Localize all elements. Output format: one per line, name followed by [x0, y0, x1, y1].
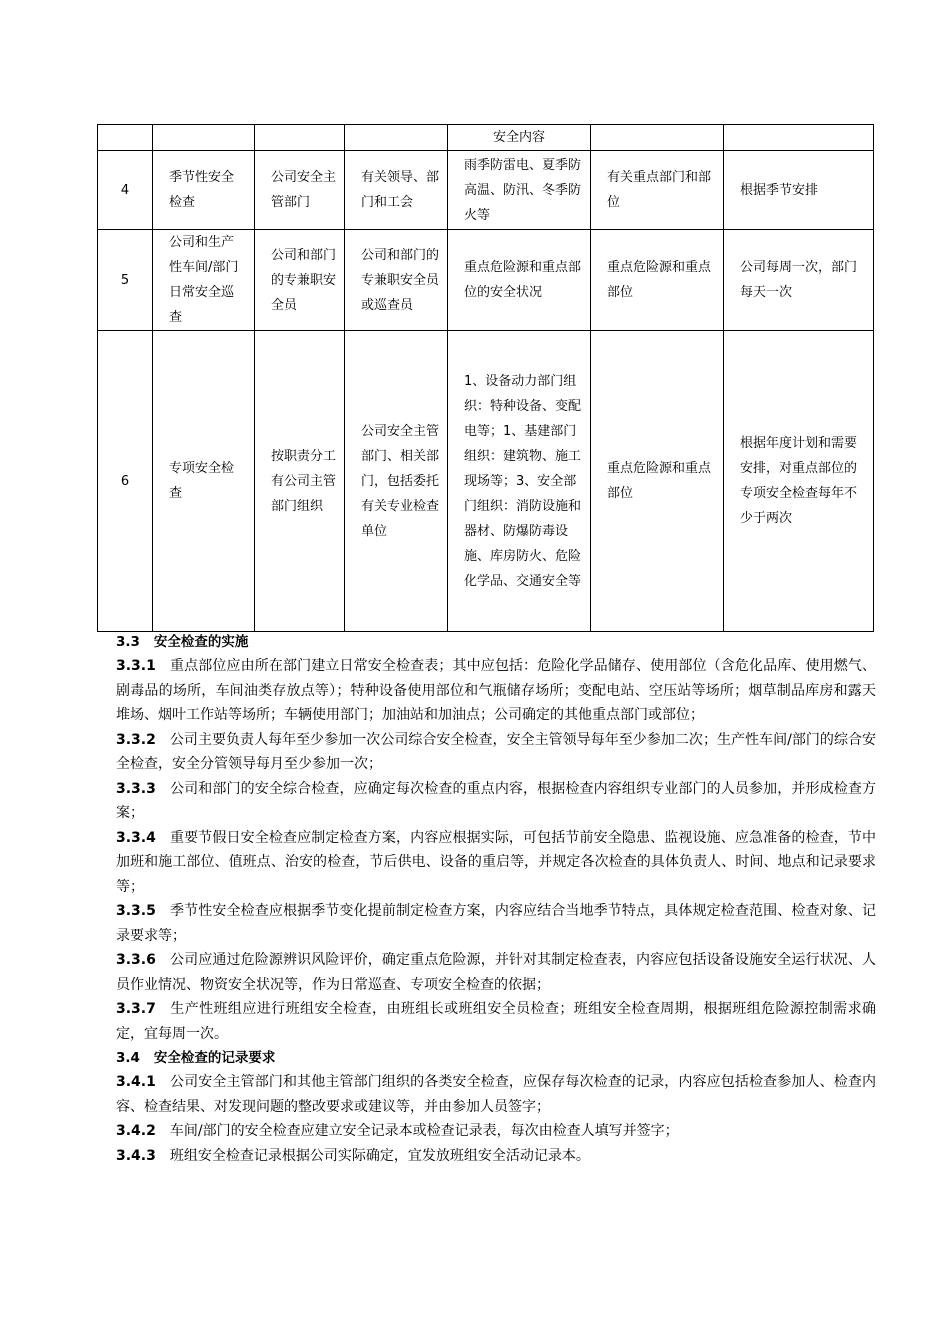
clause: 3.3.6 公司应通过危险源辨识风险评价，确定重点危险源，并针对其制定检查表，内容应包括设备设施安全运行状况、人员作业情况、物资安全状况等，作为日常巡查、专项安全检查的依据；: [116, 952, 876, 993]
frequency: 根据季节安排: [724, 151, 874, 230]
clause: 3.4.1 公司安全主管部门和其他主管部门组织的各类安全检查，应保存每次检查的记录，内容应包括检查参加人、检查内容、检查结果、对发现问题的整改要求或建议等，并由参加人员签字；: [116, 1074, 876, 1115]
inspection-type: 公司和生产性车间/部门日常安全巡查: [153, 230, 255, 331]
clause: 3.4.2 车间/部门的安全检查应建立安全记录本或检查记录表，每次由检查人填写并签字；: [116, 1123, 679, 1139]
clause: 3.3.7 生产性班组应进行班组安全检查，由班组长或班组安全员检查；班组安全检查周期，根据班组危险源控制需求确定，宜每周一次。: [116, 1001, 876, 1042]
participants: 公司和部门的专兼职安全员或巡查员: [345, 230, 448, 331]
inspection-target: 重点危险源和重点部位: [591, 331, 724, 632]
frequency: 根据年度计划和需要安排，对重点部位的专项安全检查每年不少于两次: [724, 331, 874, 632]
row-number: 4: [98, 151, 153, 230]
inspection-content: 重点危险源和重点部位的安全状况: [448, 230, 591, 331]
header-continuation-cell: 安全内容: [448, 125, 591, 151]
inspection-content: 1、设备动力部门组织：特种设备、变配电等；1、基建部门组织：建筑物、施工现场等；3、安全部门组织：消防设施和器材、防爆防毒设施、库房防火、危险化学品、交通安全等: [448, 331, 591, 632]
organizer: 按职责分工有公司主管部门组织: [255, 331, 345, 632]
table-cell: [98, 125, 153, 151]
table-row: [98, 125, 874, 151]
participants: 有关领导、部门和工会: [345, 151, 448, 230]
clause: 3.3.1 重点部位应由所在部门建立日常安全检查表；其中应包括：危险化学品储存、使用部位（含危化品库、使用燃气、剧毒品的场所，车间油类存放点等）；特种设备使用部位和气瓶储存场所；变配电站、空压站等场所；烟草制品库房和露天堆场、烟叶工作站等场所；车辆使用部门；加油站和加油点；公司确定的其他重点部门或部位；: [116, 658, 876, 723]
clause: 3.3.3 公司和部门的安全综合检查，应确定每次检查的重点内容，根据检查内容组织专业部门的人员参加，并形成检查方案；: [116, 780, 876, 821]
inspection-type: 季节性安全检查: [153, 151, 255, 230]
organizer: 公司安全主管部门: [255, 151, 345, 230]
table-cell: [724, 125, 874, 151]
clause: 3.3.5 季节性安全检查应根据季节变化提前制定检查方案，内容应结合当地季节特点，具体规定检查范围、检查对象、记录要求等；: [116, 903, 876, 944]
table-cell: [591, 125, 724, 151]
frequency: 公司每周一次，部门每天一次: [724, 230, 874, 331]
clause: 3.3.4 重要节假日安全检查应制定检查方案，内容应根据实际，可包括节前安全隐患、监视设施、应急准备的检查，节中加班和施工部位、值班点、治安的检查，节后供电、设备的重启等，并规定各次检查的具体负责人、时间、地点和记录要求等；: [116, 829, 876, 895]
clause: 3.3.2 公司主要负责人每年至少参加一次公司综合安全检查，安全主管领导每年至少参加二次；生产性车间/部门的综合安全检查，安全分管领导每月至少参加一次；: [116, 731, 876, 772]
participants: 公司安全主管部门、相关部门，包括委托有关专业检查单位: [345, 331, 448, 632]
section-heading: 3.3 安全检查的实施: [116, 634, 249, 650]
safety-inspection-table: [97, 124, 874, 632]
clause: 3.4.3 班组安全检查记录根据公司实际确定，宜发放班组安全活动记录本。: [116, 1147, 590, 1164]
inspection-target: 重点危险源和重点部位: [591, 230, 724, 331]
inspection-content: 雨季防雷电、夏季防高温、防汛、冬季防火等: [448, 151, 591, 230]
row-number: 6: [98, 331, 153, 632]
organizer: 公司和部门的专兼职安全员: [255, 230, 345, 331]
inspection-target: 有关重点部门和部位: [591, 151, 724, 230]
section-heading: 3.4 安全检查的记录要求: [116, 1050, 276, 1066]
table-cell: [255, 125, 345, 151]
table-cell: [153, 125, 255, 151]
table-cell: [345, 125, 448, 151]
document-body: [116, 630, 876, 1168]
table-row: [98, 151, 874, 230]
row-number: 5: [98, 230, 153, 331]
table-row: [98, 230, 874, 331]
table-row: [98, 331, 874, 632]
inspection-type: 专项安全检查: [153, 331, 255, 632]
